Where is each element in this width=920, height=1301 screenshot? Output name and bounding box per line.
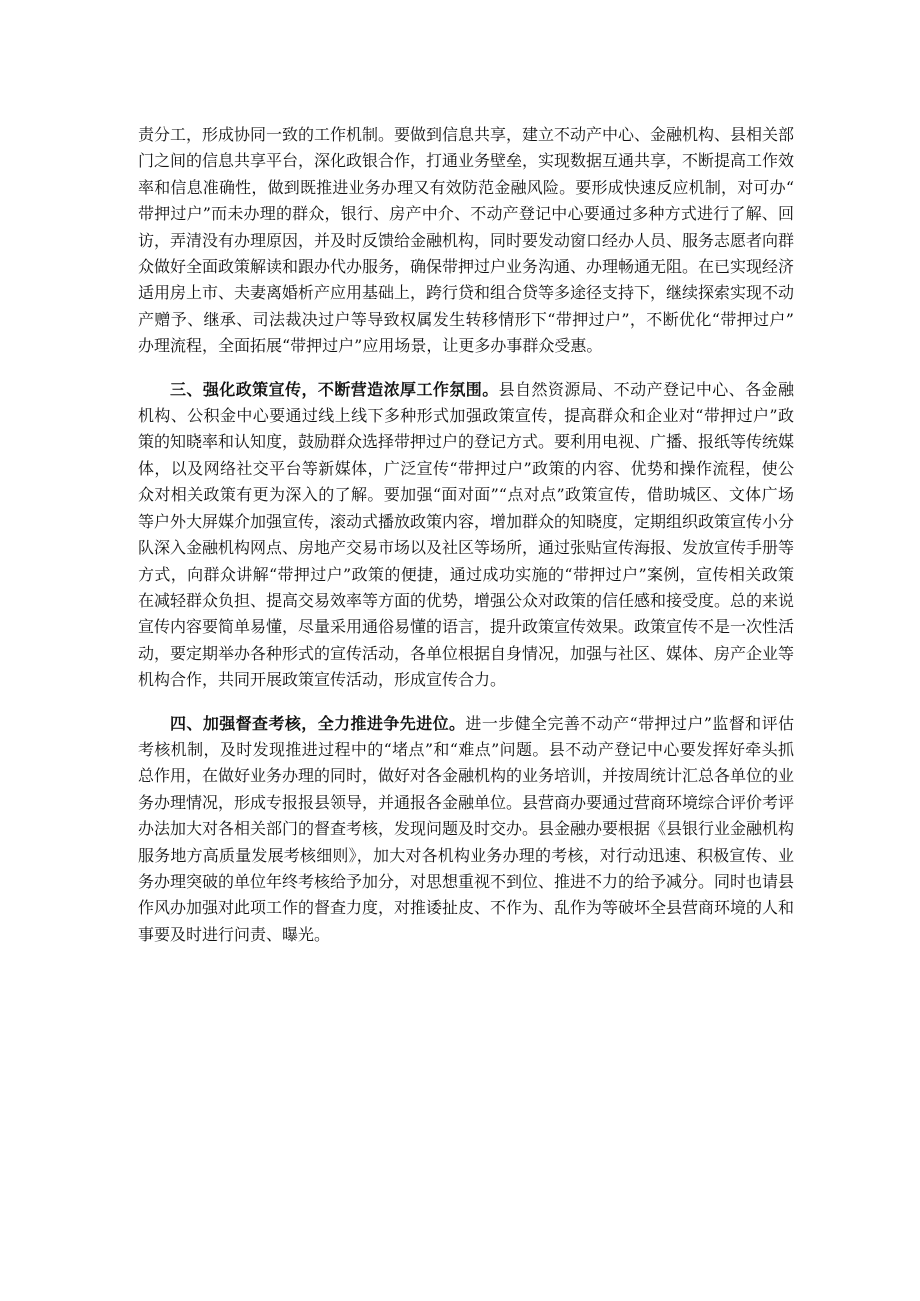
- paragraph-text: 进一步健全完善不动产“带押过户”监督和评估考核机制，及时发现推进过程中的“堵点”和“难点”问题。县不动产登记中心要发挥好牵头抓总作用，在做好业务办理的同时，做好对各金融机构的业务培训，并按周统计汇总各单位的业务办理情况，形成专报报县领导，并通报各金融单位。县营商办要通过营商环境综合评价考评办法加大对各相关部门的督查考核，发现问题及时交办。县金融办要根据《县银行业金融机构服务地方高质量发展考核细则》，加大对各机构业务办理的考核，对行动迅速、积极宣传、业务办理突破的单位年终考核给予加分，对思想重视不到位、推进不力的给予减分。同时也请县作风办加强对此项工作的督查力度，对推诿扯皮、不作为、乱作为等破坏全县营商环境的人和事要及时进行问责、曝光。: [138, 713, 795, 944]
- section-heading: 三、强化政策宣传，不断营造浓厚工作氛围。: [170, 379, 499, 399]
- document-body: [138, 122, 794, 948]
- paragraph-text: 责分工，形成协同一致的工作机制。要做到信息共享，建立不动产中心、金融机构、县相关部门之间的信息共享平台，深化政银合作，打通业务壁垒，实现数据互通共享，不断提高工作效率和信息准确性，做到既推进业务办理又有效防范金融风险。要形成快速反应机制，对可办“带押过户”而未办理的群众，银行、房产中介、不动产登记中心要通过多种方式进行了解、回访，弄清没有办理原因，并及时反馈给金融机构，同时要发动窗口经办人员、服务志愿者向群众做好全面政策解读和跟办代办服务，确保带押过户业务沟通、办理畅通无阻。在已实现经济适用房上市、夫妻离婚析产应用基础上，跨行贷和组合贷等多途径支持下，继续探索实现不动产赠予、继承、司法裁决过户等导致权属发生转移情形下“带押过户”，不断优化“带押过户”办理流程，全面拓展“带押过户”应用场景，让更多办事群众受惠。: [138, 125, 795, 356]
- paragraph-text: 县自然资源局、不动产登记中心、各金融机构、公积金中心要通过线上线下多种形式加强政策宣传，提高群众和企业对“带押过户”政策的知晓率和认知度，鼓励群众选择带押过户的登记方式。要利用电视、广播、报纸等传统媒体，以及网络社交平台等新媒体，广泛宣传“带押过户”政策的内容、优势和操作流程，使公众对相关政策有更为深入的了解。要加强“面对面”“点对点”政策宣传，借助城区、文体广场等户外大屏媒介加强宣传，滚动式播放政策内容，增加群众的知晓度，定期组织政策宣传小分队深入金融机构网点、房地产交易市场以及社区等场所，通过张贴宣传海报、发放宣传手册等方式，向群众讲解“带押过户”政策的便捷，通过成功实施的“带押过户”案例，宣传相关政策在减轻群众负担、提高交易效率等方面的优势，增强公众对政策的信任感和接受度。总的来说宣传内容要简单易懂，尽量采用通俗易懂的语言，提升政策宣传效果。政策宣传不是一次性活动，要定期举办各种形式的宣传活动，各单位根据自身情况，加强与社区、媒体、房产企业等机构合作，共同开展政策宣传活动，形成宣传合力。: [138, 379, 795, 690]
- paragraph-continued: [138, 122, 794, 360]
- paragraph-section-four: [138, 711, 794, 949]
- paragraph-section-three: [138, 377, 794, 694]
- section-heading: 四、加强督查考核，全力推进争先进位。: [170, 713, 466, 733]
